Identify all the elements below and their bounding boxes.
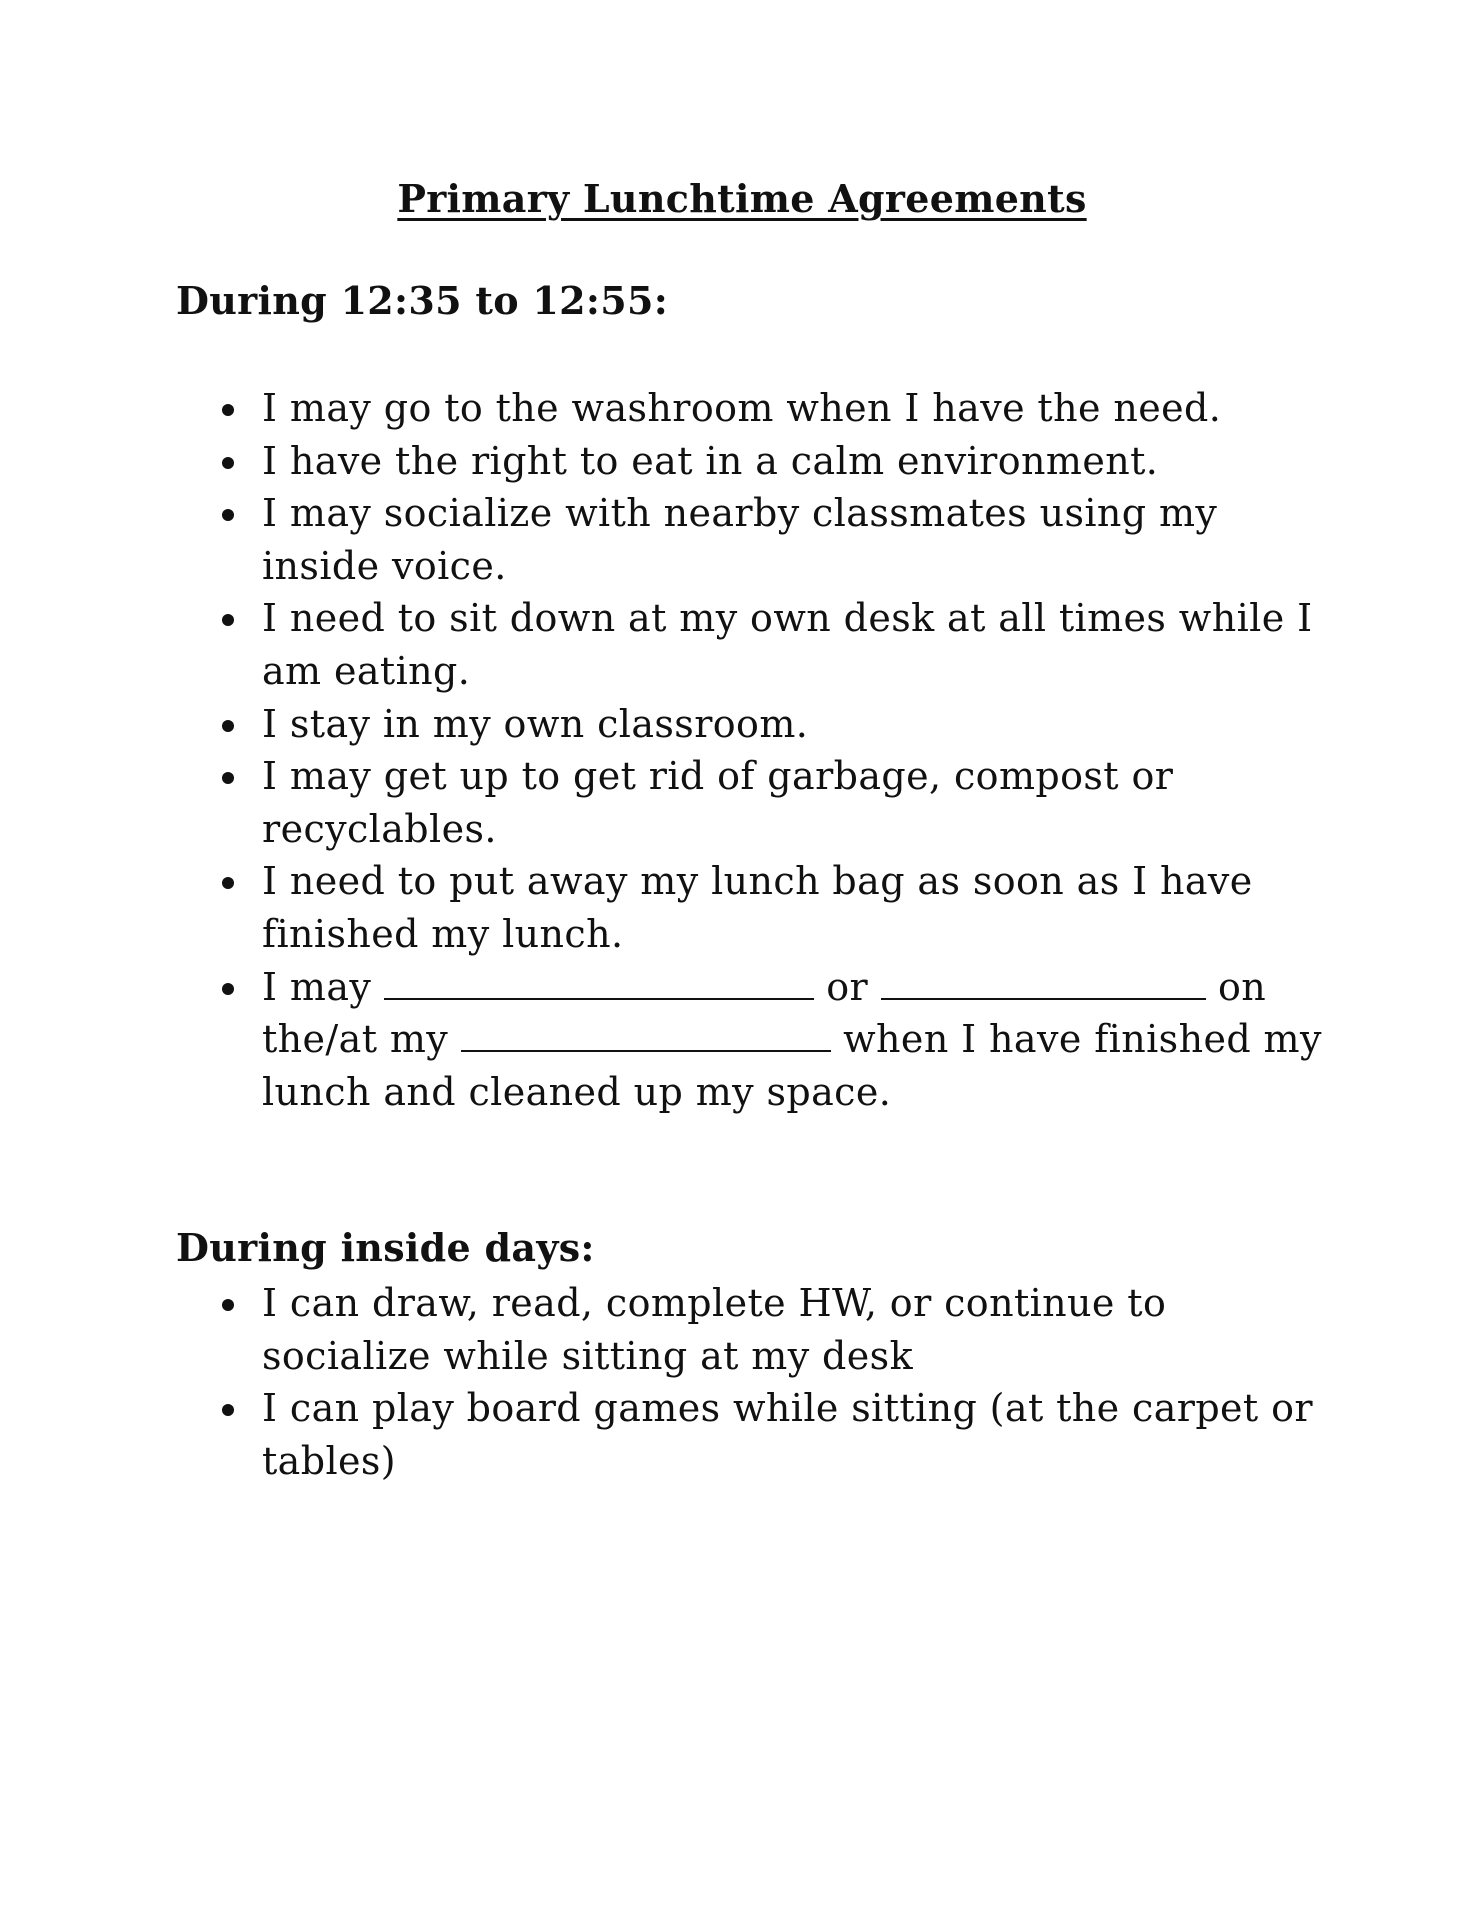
bullet-icon [222, 1404, 234, 1416]
list-item-text: I can draw, read, complete HW, or continue to socialize while sitting at my desk [262, 1281, 1167, 1378]
section-heading-lunch-period: During 12:35 to 12:55: [176, 278, 669, 323]
fill-in-list-item [222, 961, 1322, 1119]
list-item-text: I have the right to eat in a calm environment. [262, 438, 1159, 483]
inside-days-list [222, 1277, 1322, 1487]
bullet-icon [222, 457, 234, 469]
list-item [222, 750, 1322, 855]
bullet-icon [222, 983, 234, 995]
fill-in-text: when I have finished my lunch and cleaned up my space. [262, 1017, 1322, 1114]
section-heading-inside-days: During inside days: [176, 1225, 595, 1270]
fill-in-text: or [826, 964, 869, 1009]
fill-in-text: I may [262, 964, 372, 1009]
list-item-text: I stay in my own classroom. [262, 701, 809, 746]
list-item-text: I may socialize with nearby classmates using my inside voice. [262, 491, 1218, 588]
list-item-text: I need to put away my lunch bag as soon as I have finished my lunch. [262, 859, 1253, 956]
fill-in-text: on the/at my [262, 964, 1267, 1062]
lunch-period-list [222, 382, 1322, 1118]
list-item [222, 487, 1322, 592]
bullet-icon [222, 614, 234, 626]
fill-in-blank-activity-1[interactable] [384, 968, 814, 1000]
list-item [222, 382, 1322, 435]
list-item [222, 698, 1322, 751]
document-title: Primary Lunchtime Agreements [397, 176, 1087, 221]
bullet-icon [222, 720, 234, 732]
list-item [222, 435, 1322, 488]
list-item-text: I can play board games while sitting (at the carpet or tables) [262, 1386, 1313, 1483]
fill-in-blank-location[interactable] [461, 1020, 831, 1052]
bullet-icon [222, 1299, 234, 1311]
list-item [222, 592, 1322, 697]
bullet-icon [222, 509, 234, 521]
bullet-icon [222, 404, 234, 416]
list-item-text: I may go to the washroom when I have the need. [262, 386, 1222, 430]
bullet-icon [222, 772, 234, 784]
list-item [222, 855, 1322, 960]
list-item-text: I need to sit down at my own desk at all times while I am eating. [262, 596, 1313, 693]
list-item [222, 1382, 1322, 1487]
list-item-text: I may get up to get rid of garbage, compost or recyclables. [262, 754, 1174, 851]
fill-in-blank-activity-2[interactable] [881, 968, 1206, 1000]
list-item [222, 1277, 1322, 1382]
bullet-icon [222, 877, 234, 889]
